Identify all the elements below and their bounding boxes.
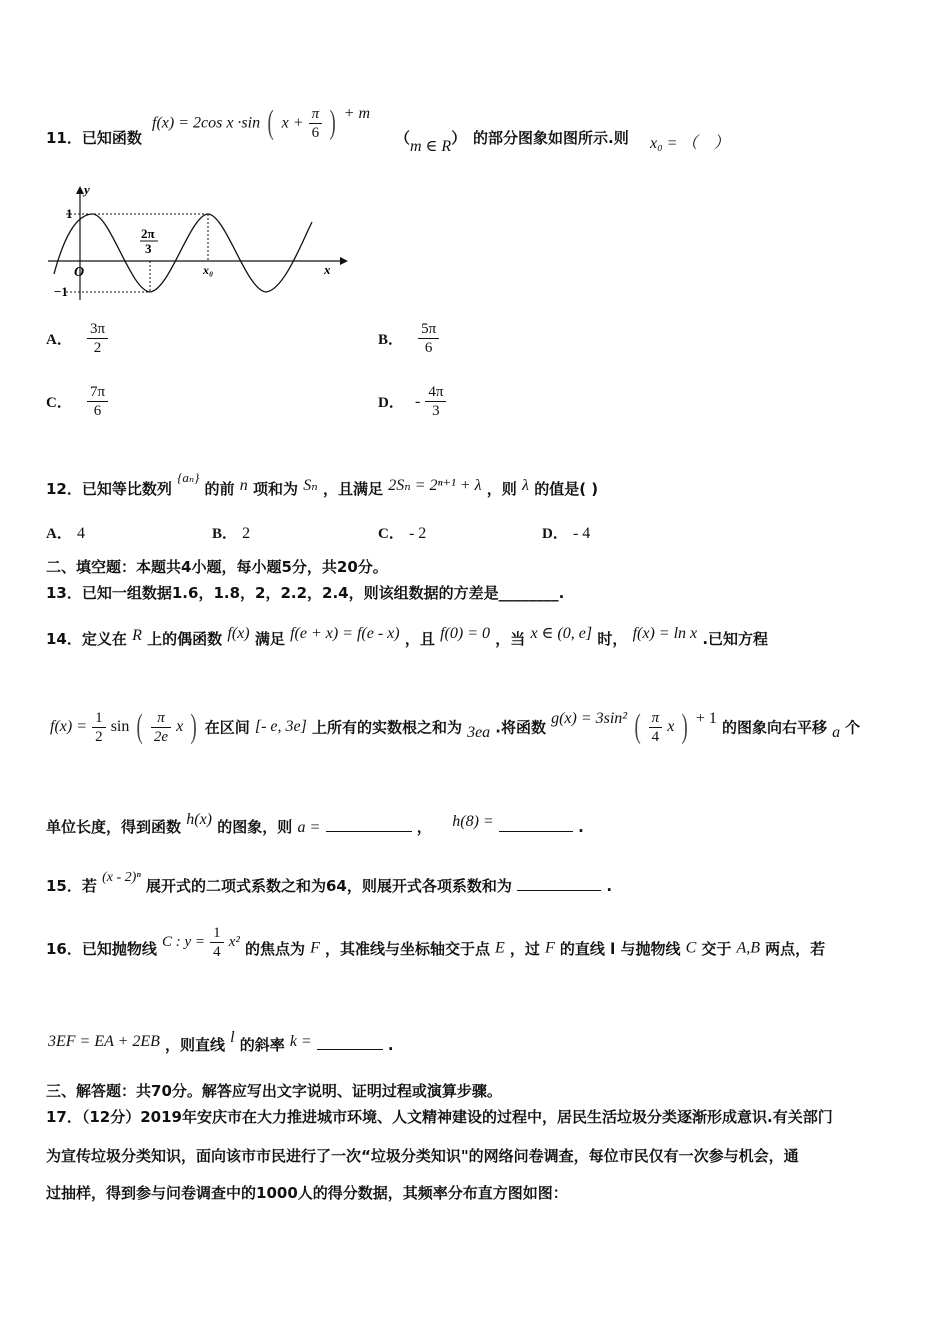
q11-m-in-R: m ∈ R (410, 138, 452, 155)
q14-line3: 单位长度，得到函数 h(x) 的图象，则 a = ， h(8) = . (46, 811, 584, 836)
q13-text: 13．已知一组数据1.6，1.8，2，2.2，2.4，则该组数据的方差是________. (46, 584, 565, 602)
q12-lambda: λ (522, 477, 529, 494)
q14-answer-blank-h8[interactable] (499, 817, 573, 832)
q11-lead: 已知函数 (81, 129, 142, 147)
q16-answer-blank[interactable] (317, 1035, 383, 1050)
q15-line: 15．若 (x - 2)ⁿ 展开式的二项式系数之和为64，则展开式各项系数和为 . (46, 870, 613, 895)
q12-n: n (239, 477, 248, 494)
sine-curve (54, 214, 312, 292)
q11-option-b[interactable]: B． $\frac{5\pi}{6}$ (378, 320, 439, 357)
origin-label: O (74, 265, 85, 280)
q12-line: 12．已知等比数列 {aₙ} 的前 n 项和为 Sₙ ，且满足 2Sₙ = 2ⁿ⁺¹ + λ ，则 λ 的值是( ) (46, 470, 599, 498)
q12-option-b[interactable]: B． 2 (212, 525, 251, 542)
tick-x0: x₀ (203, 263, 214, 277)
q11-formula-left: f(x) = 2cos x ·sin (152, 114, 261, 132)
q11-number: 11． (46, 129, 82, 147)
q11-sine-graph (40, 182, 350, 307)
q16-line2: 3EF = EA + 2EB ，则直线 l 的斜率 k = . (48, 1029, 394, 1054)
q17-line3: 过抽样，得到参与问卷调查中的1000人的得分数据，其频率分布直方图如图： (46, 1184, 568, 1202)
q11-formula (152, 104, 370, 142)
q11-paren-close: ) (329, 104, 337, 141)
q17-line1: 17．（12分）2019年安庆市在大力推进城市环境、人文精神建设的过程中，居民生活垃圾分类逐渐形成意识.有关部门 (46, 1108, 833, 1126)
section2-heading: 二、填空题：本题共4小题，每小题5分，共20分。 (46, 558, 388, 576)
q11-condition: （m ∈ R） (395, 129, 467, 155)
q14-line2: f(x) = $\frac{1}{2}$ sin ( $\frac{\pi}{2e}$ x ) 在区间 [- e, 3e] 上所有的实数根之和为 3ea .将函数 g(x) = 3sin² ( $\frac{\pi}{4}$ x ) + 1 的图象向右平移 a 个 (50, 708, 861, 745)
q11-pi-over-6: $\frac{\pi}{6}$ (309, 105, 323, 142)
tick-2pi3-den: 3 (145, 241, 152, 256)
x-label: x (324, 262, 331, 277)
q11-text: 的部分图象如图所示.则 (473, 129, 629, 147)
tick-1: 1 (66, 206, 73, 221)
q12-option-d[interactable]: D． - 4 (542, 525, 591, 542)
x-axis-arrow (340, 257, 348, 265)
q11-paren-x: x + (281, 114, 304, 132)
section3-heading: 三、解答题：共70分。解答应写出文字说明、证明过程或演算步骤。 (46, 1082, 502, 1100)
q12-option-c[interactable]: C． - 2 (378, 525, 427, 542)
q12-seq: {aₙ} (177, 470, 200, 485)
q11-option-d[interactable]: D． - $\frac{4\pi}{3}$ (378, 383, 446, 420)
q17-line2: 为宣传垃圾分类知识，面向该市市民进行了一次“垃圾分类知识"的网络问卷调查，每位市民仅有一次参与机会，通 (46, 1147, 799, 1165)
q11-option-c[interactable]: C． $\frac{7\pi}{6}$ (46, 383, 108, 420)
q11-option-a[interactable]: A． $\frac{3\pi}{2}$ (46, 320, 108, 357)
q14-answer-blank-a[interactable] (326, 817, 412, 832)
q12-sn: Sₙ (303, 477, 318, 494)
tick-neg1: −1 (54, 284, 68, 299)
q11-line (46, 127, 142, 148)
q11-x0: x₀ = （ ） (650, 135, 730, 152)
q15-answer-blank[interactable] (517, 876, 601, 891)
q14-line1: 14．定义在 R 上的偶函数 f(x) 满足 f(e + x) = f(e - x) ，且 f(0) = 0 ，当 x ∈ (0, e] 时， f(x) = ln x .已知方程 (46, 625, 769, 648)
q11-plus-m: + m (343, 104, 371, 122)
q12-option-a[interactable]: A． 4 (46, 525, 85, 542)
y-label: y (84, 182, 90, 197)
y-axis-arrow (76, 186, 84, 194)
tick-2pi3-num: 2π (141, 226, 155, 241)
q16-line1: 16．已知抛物线 C : y = $\frac{1}{4}$ x² 的焦点为 F ，其准线与坐标轴交于点 E ，过 F 的直线 l 与抛物线 C 交于 A,B 两点，若 (46, 925, 826, 960)
q12-equation: 2Sₙ = 2ⁿ⁺¹ + λ (388, 477, 482, 494)
q11-paren-open: ( (267, 104, 274, 141)
